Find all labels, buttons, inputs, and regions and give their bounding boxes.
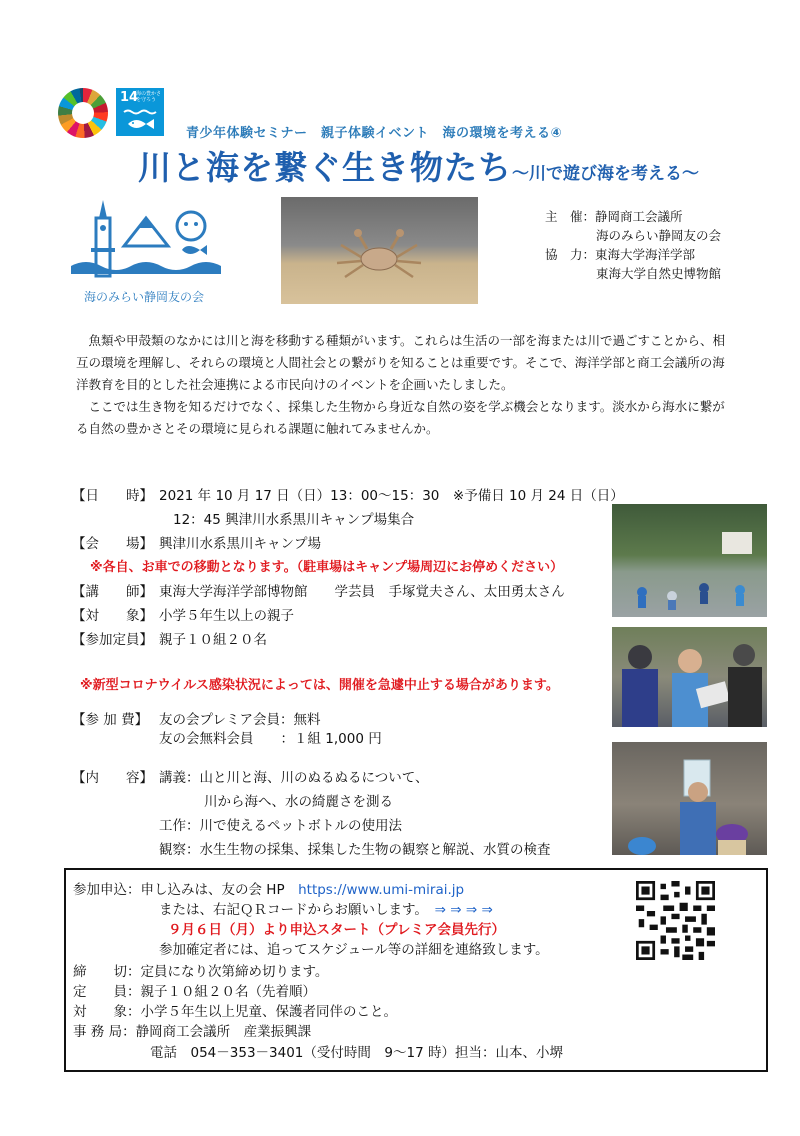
target-row [72, 604, 294, 624]
sdg14-number: 14 [120, 90, 139, 105]
apply-3: 参加確定者には、追ってスケジュール等の詳細を連絡致します。 [159, 942, 549, 958]
capacity-label: 【参加定員】 [72, 632, 153, 648]
lecturer-row [72, 580, 565, 600]
cap-label: 定 員： [73, 984, 141, 1000]
page-title [138, 142, 699, 189]
fee-1: 友の会プレミア会員：無料 [159, 712, 321, 728]
river-photo-2 [612, 627, 767, 727]
sdg14-text: 海の豊かさを守ろう [136, 91, 162, 103]
tgt-row [73, 1000, 397, 1020]
deadline-value: 定員になり次第締め切ります。 [140, 964, 329, 980]
crab-photo [281, 197, 478, 304]
content-label: 【内 容】 [72, 770, 153, 786]
content-3: 工作：川で使えるペットボトルの使用法 [159, 818, 402, 834]
content-2: 川から海へ、水の綺麗さを測る [204, 794, 393, 810]
host-2: 海のみらい静岡友の会 [596, 228, 722, 243]
tgt-value: 小学５年生以上児童、保護者同伴のこと。 [140, 1004, 397, 1020]
target-label: 【対 象】 [72, 608, 153, 624]
organizers [545, 207, 721, 283]
sdg14-badge [116, 88, 164, 136]
coop-1: 東海大学海洋学部 [595, 247, 696, 262]
lecturer-label: 【講 師】 [72, 584, 153, 600]
date-label: 【日 時】 [72, 488, 153, 504]
office-row [73, 1020, 311, 1040]
lecturer-value: 東海大学海洋学部博物館 学芸員 手塚覚夫さん、太田勇太さん [159, 584, 565, 600]
deadline-row [73, 960, 328, 980]
intro-paragraph-2: ここでは生き物を知るだけでなく、採集した生物から身近な自然の姿を学ぶ機会となります。淡水から海水に繋がる自然の豊かさとその環境に見られる課題に触れてみませんか。 [76, 399, 725, 436]
date-value-2: 12：45 興津川水系黒川キャンプ場集合 [173, 512, 415, 528]
cap-value: 親子１０組２０名（先着順） [140, 984, 316, 1000]
intro-paragraph-1: 魚類や甲殻類のなかには川と海を移動する種類がいます。これらは生活の一部を海または川で過ごすことから、相互の環境を理解し、それらの環境と人間社会との繋がりを知ることは重要です。そこで、海洋学部と商工会議所の海洋教育を目的とした社会連携による市民向けのイベントを企画いたしました。 [76, 333, 726, 392]
phone: 電話 054－353－3401（受付時間 9～17 時）担当：山本、小堺 [150, 1045, 563, 1061]
coop-2: 東海大学自然史博物館 [596, 266, 722, 281]
qr-code-icon[interactable] [636, 881, 715, 960]
apply-start: ９月６日（月）より申込スタート（プレミア会員先行） [168, 922, 505, 938]
venue-label: 【会 場】 [72, 536, 153, 552]
host-label: 主 催： [545, 209, 596, 224]
apply-row [73, 878, 464, 898]
cap-row [73, 980, 316, 1000]
title-sub: ～川で遊び海を考える～ [512, 164, 699, 184]
logo-name: 海のみらい静岡友の会 [84, 290, 205, 304]
fish-icon [122, 106, 158, 132]
content-1: 講義：山と川と海、川のぬるぬるについて、 [159, 770, 429, 786]
venue-value: 興津川水系黒川キャンプ場 [159, 536, 321, 552]
tgt-label: 対 象： [73, 1004, 141, 1020]
date-value: 2021 年 10 月 17 日（日）13：00～15：30 ※予備日 10 月 24 日（日） [159, 488, 624, 504]
coop-label: 協 力： [545, 247, 596, 262]
target-value: 小学５年生以上の親子 [159, 608, 294, 624]
arrows: ⇒ ⇒ ⇒ ⇒ [434, 902, 493, 918]
intro-text [76, 330, 736, 440]
capacity-row [72, 628, 267, 648]
venue-row [72, 532, 321, 552]
series-heading: 青少年体験セミナー 親子体験イベント 海の環境を考える④ [186, 126, 563, 141]
deadline-label: 締 切： [73, 964, 141, 980]
apply-2-row [159, 898, 493, 918]
host-1: 静岡商工会議所 [595, 209, 683, 224]
sdg-wheel-logo [58, 88, 108, 138]
apply-label: 参加申込： [73, 882, 141, 898]
apply-2: または、右記ＱＲコードからお願いします。 [159, 902, 422, 918]
website-link[interactable]: https://www.umi-mirai.jp [298, 882, 465, 898]
apply-1: 申し込みは、友の会 HP [140, 882, 285, 898]
fee-row [72, 708, 320, 728]
car-note: ※各自、お車での移動となります。（駐車場はキャンプ場周辺にお停めください） [90, 560, 564, 575]
covid-note: ※新型コロナウイルス感染状況によっては、開催を急遽中止する場合があります。 [80, 678, 559, 693]
fee-label: 【参 加 費】 [72, 712, 149, 728]
content-row [72, 766, 428, 786]
river-photo-3 [612, 742, 767, 855]
content-4: 観察：水生生物の採集、採集した生物の観察と解説、水質の検査 [159, 842, 551, 858]
title-main: 川と海を繋ぐ生き物たち [138, 148, 512, 187]
fee-2: 友の会無料会員 ：１組 1,000 円 [159, 731, 382, 747]
office-label: 事 務 局： [73, 1024, 136, 1040]
office-value: 静岡商工会議所 産業振興課 [135, 1024, 312, 1040]
river-photo-1 [612, 504, 767, 617]
date-row [72, 484, 624, 504]
capacity-value: 親子１０組２０名 [159, 632, 267, 648]
